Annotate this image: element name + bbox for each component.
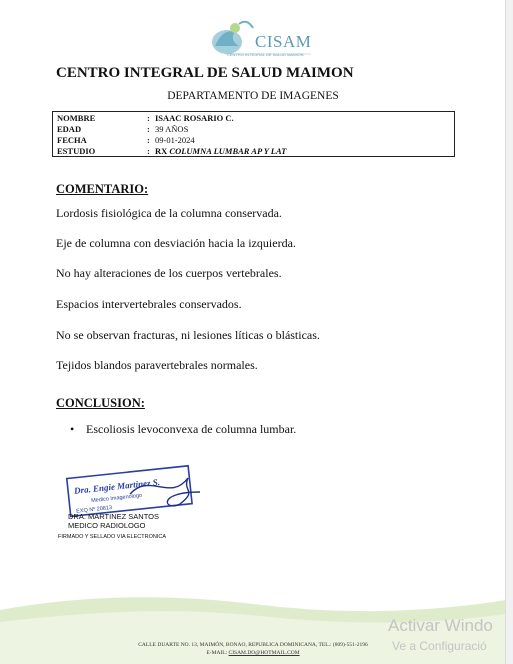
conclusion-item-text: Escoliosis levoconvexa de columna lumbar.: [86, 422, 297, 436]
comment-line: Espacios intervertebrales conservados.: [56, 297, 242, 311]
activation-watermark-sub: Ve a Configuració: [392, 639, 487, 653]
comment-line: Eje de columna con desviación hacia la izquierda.: [56, 236, 296, 250]
comment-line: Tejidos blandos paravertebrales normales.: [56, 358, 258, 372]
info-label: ESTUDIO: [57, 146, 96, 156]
info-separator: :: [147, 113, 150, 123]
info-separator: :: [147, 146, 150, 156]
signer-role: MEDICO RADIOLOGO: [68, 521, 146, 530]
info-value: ISAAC ROSARIO C.: [155, 113, 234, 123]
patient-info-box: [52, 111, 455, 157]
activation-watermark-title: Activar Windo: [388, 616, 493, 635]
signer-block: [68, 512, 159, 530]
footer-email-link[interactable]: CISAM.DO@HOTMAIL.COM: [228, 650, 300, 656]
info-row-edad: [57, 124, 450, 135]
logo-name: CISAM: [255, 32, 312, 51]
stamp-exq: EXQ Nº 20813: [75, 505, 113, 515]
comentario-heading: COMENTARIO:: [56, 182, 149, 196]
page-title: CENTRO INTEGRAL DE SALUD MAIMON: [56, 65, 354, 81]
department-title: DEPARTAMENTO DE IMAGENES: [167, 90, 339, 102]
footer-email-label: E-MAIL:: [206, 650, 228, 656]
info-label: NOMBRE: [57, 113, 96, 123]
signature-stamp: [60, 462, 220, 542]
stamp-name: Dra. Engie Martinez S.: [73, 476, 161, 496]
cisam-logo: [205, 16, 315, 62]
info-label: EDAD: [57, 124, 82, 134]
bullet-icon: •: [70, 422, 75, 436]
info-label: FECHA: [57, 135, 87, 145]
info-separator: :: [147, 135, 150, 145]
conclusion-heading: CONCLUSION:: [56, 396, 145, 410]
conclusion-item: [70, 422, 296, 437]
info-value: 39 AÑOS: [155, 124, 189, 134]
info-value: COLUMNA LUMBAR AP Y LAT: [169, 146, 287, 156]
logo-subtitle: CENTRO INTEGRAL DE SALUD MAIMON: [227, 52, 304, 57]
stamp-title: Medico Imagenologo: [90, 492, 143, 505]
info-row-fecha: [57, 135, 450, 146]
comment-line: No hay alteraciones de los cuerpos vertebrales.: [56, 266, 282, 280]
info-row-nombre: [57, 113, 450, 124]
info-separator: :: [147, 124, 150, 134]
info-value: 09-01-2024: [155, 135, 195, 145]
footer-address: CALLE DUARTE NO. 13, MAIMÓN, BONAO, REPUBLICA DOMINICANA, TEL.: (809)-551-2196: [138, 642, 368, 648]
vertical-scrollbar[interactable]: [505, 0, 513, 664]
signer-name: DRA. MARTINEZ SANTOS: [68, 512, 159, 521]
comment-line: Lordosis fisiológica de la columna conservada.: [56, 206, 282, 220]
signature-note: FIRMADO Y SELLADO VIA ELECTRONICA: [58, 534, 166, 540]
comment-line: No se observan fracturas, ni lesiones líticas o blásticas.: [56, 328, 320, 342]
info-row-estudio: [57, 146, 450, 157]
info-value-prefix: RX: [155, 146, 168, 156]
